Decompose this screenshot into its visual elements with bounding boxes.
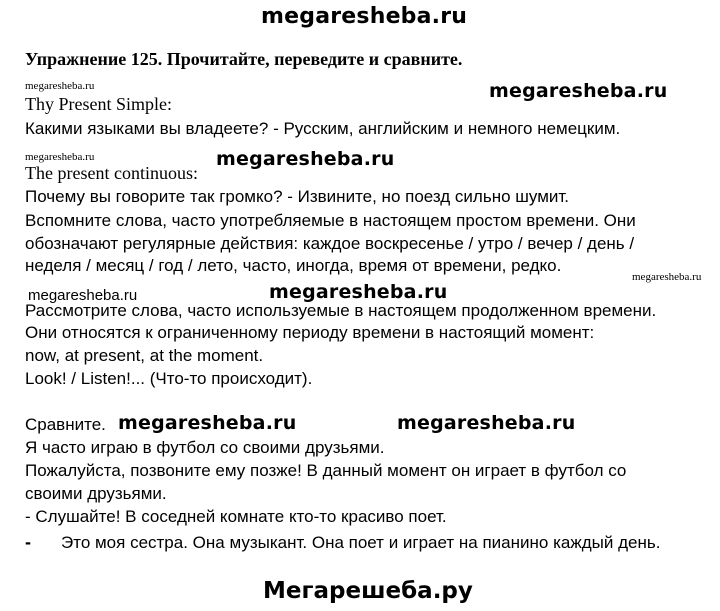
text-line: Я часто играю в футбол со своими друзьями. xyxy=(25,438,385,457)
text-line: неделя / месяц / год / лето, часто, иногда, время от времени, редко. xyxy=(25,256,562,275)
watermark-large: megaresheba.ru xyxy=(489,80,668,102)
site-header: megaresheba.ru xyxy=(261,4,468,29)
watermark-large: megaresheba.ru xyxy=(118,412,297,434)
section-heading-compare: Сравните. xyxy=(25,415,106,434)
text-line: обозначают регулярные действия: каждое воскресенье / утро / вечер / день / xyxy=(25,234,635,253)
watermark-large: megaresheba.ru xyxy=(269,281,448,303)
watermark-large: megaresheba.ru xyxy=(216,148,395,170)
text-line: Вспомните слова, часто употребляемые в настоящем простом времени. Они xyxy=(25,211,636,230)
exercise-title: Упражнение 125. Прочитайте, переведите и сравните. xyxy=(25,49,463,69)
watermark-large: megaresheba.ru xyxy=(397,412,576,434)
text-line: Рассмотрите слова, часто используемые в настоящем продолженном времени. xyxy=(25,301,657,320)
text-line: now, at present, at the moment. xyxy=(25,346,264,365)
watermark-medium: megaresheba.ru xyxy=(28,287,138,304)
section-heading-present-simple: Thy Present Simple: xyxy=(25,94,172,114)
list-bullet: - xyxy=(25,532,31,552)
text-line: своими друзьями. xyxy=(25,484,167,503)
watermark-small: megaresheba.ru xyxy=(25,80,95,92)
text-line: Они относятся к ограниченному периоду времени в настоящий момент: xyxy=(25,323,595,342)
watermark-small: megaresheba.ru xyxy=(25,151,95,163)
footer-brand: Мегарешеба.ру xyxy=(263,578,473,604)
text-line: Какими языками вы владеете? - Русским, английским и немного немецким. xyxy=(25,119,621,138)
text-line: Почему вы говорите так громко? - Извините, но поезд сильно шумит. xyxy=(25,187,570,206)
section-heading-present-continuous: The present continuous: xyxy=(25,163,198,183)
text-line: Пожалуйста, позвоните ему позже! В данный момент он играет в футбол со xyxy=(25,461,627,480)
watermark-small: megaresheba.ru xyxy=(632,271,702,283)
text-line: Look! / Listen!... (Что-то происходит). xyxy=(25,369,313,388)
text-line: Это моя сестра. Она музыкант. Она поет и играет на пианино каждый день. xyxy=(61,533,661,552)
text-line: - Слушайте! В соседней комнате кто-то красиво поет. xyxy=(25,507,447,526)
